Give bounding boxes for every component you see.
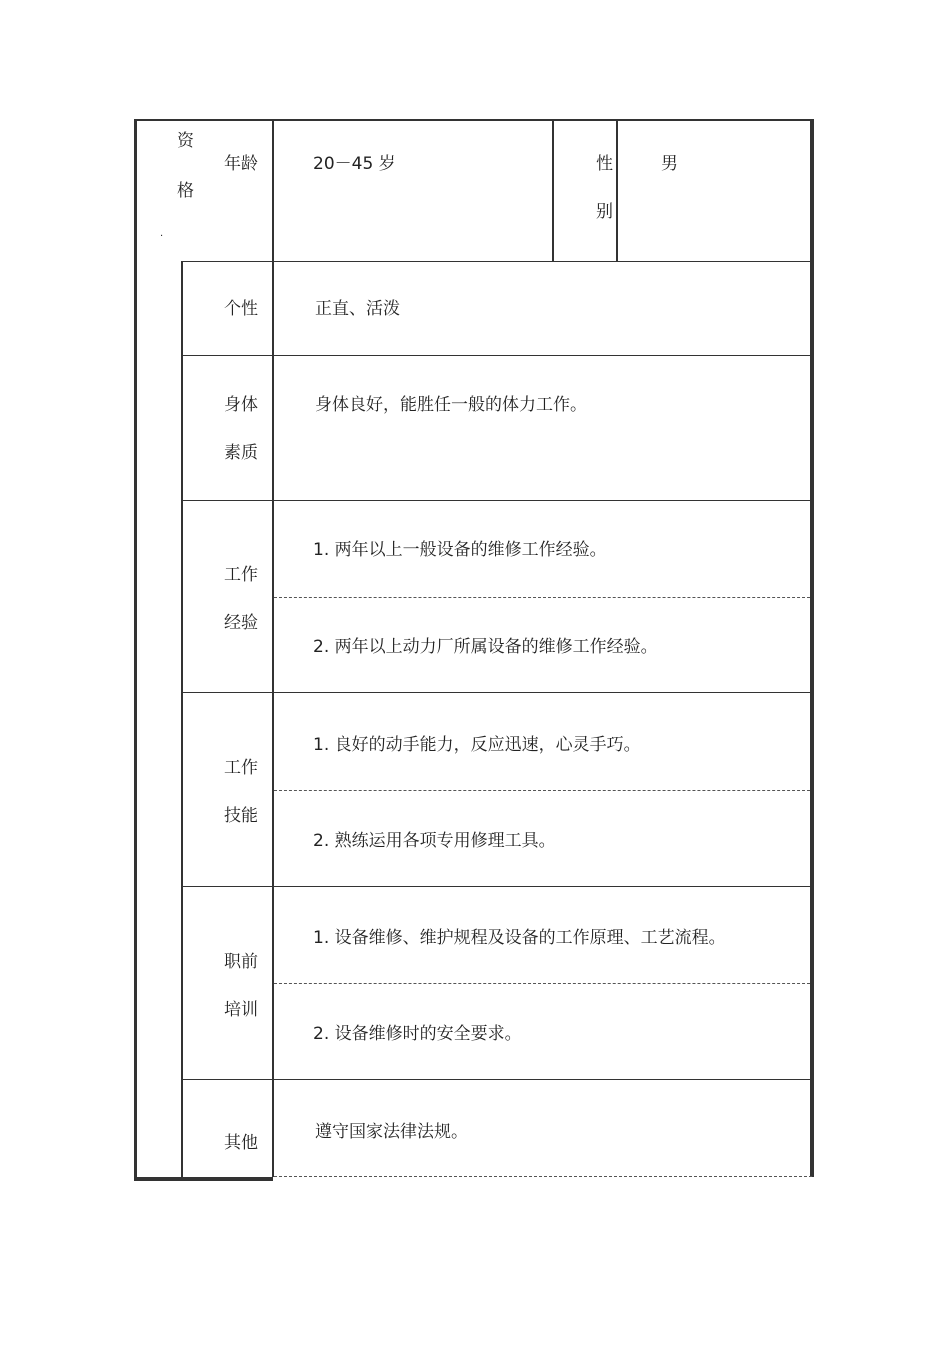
table-bottom-dashed-border <box>274 1176 812 1177</box>
other-value: 遵守国家法律法规。 <box>315 1122 468 1142</box>
gender-left-divider <box>552 119 554 262</box>
physical-label-line-1: 身体 <box>224 395 258 415</box>
row-divider <box>181 1079 812 1080</box>
physical-label-line-2: 素质 <box>224 443 258 463</box>
training-label-line-2: 培训 <box>224 1000 258 1020</box>
section-label-char-1: 资 <box>177 131 194 151</box>
table-right-border <box>810 119 814 1177</box>
personality-value: 正直、活泼 <box>315 299 400 319</box>
gender-value: 男 <box>661 154 678 174</box>
skills-item-2: 2. 熟练运用各项专用修理工具。 <box>313 831 556 851</box>
table-bottom-border <box>134 1177 273 1181</box>
gender-label-char-1: 性 <box>596 154 613 174</box>
experience-item-2: 2. 两年以上动力厂所属设备的维修工作经验。 <box>313 637 658 657</box>
table-left-border <box>134 119 137 1181</box>
age-label: 年龄 <box>224 154 258 174</box>
experience-item-1: 1. 两年以上一般设备的维修工作经验。 <box>313 540 607 560</box>
label-column-divider <box>272 119 274 1177</box>
table-top-border <box>134 119 814 121</box>
skills-label-line-2: 技能 <box>224 806 258 826</box>
gender-value-divider <box>616 119 618 262</box>
skills-label-line-1: 工作 <box>224 758 258 778</box>
skills-item-1: 1. 良好的动手能力，反应迅速，心灵手巧。 <box>313 735 641 755</box>
subrow-divider <box>274 597 810 598</box>
age-value: 20－45 岁 <box>313 154 396 174</box>
gender-label-char-2: 别 <box>596 202 613 222</box>
other-label: 其他 <box>224 1133 258 1153</box>
row-divider <box>181 355 812 356</box>
row-divider <box>181 886 812 887</box>
experience-label-line-2: 经验 <box>224 613 258 633</box>
section-label-char-2: 格 <box>177 181 194 201</box>
section-column-divider <box>181 262 183 1177</box>
training-item-1: 1. 设备维修、维护规程及设备的工作原理、工艺流程。 <box>313 928 726 948</box>
physical-value: 身体良好，能胜任一般的体力工作。 <box>315 395 587 415</box>
row-divider <box>181 500 812 501</box>
subrow-divider <box>274 790 810 791</box>
personality-label: 个性 <box>224 299 258 319</box>
training-item-2: 2. 设备维修时的安全要求。 <box>313 1024 522 1044</box>
subrow-divider <box>274 983 810 984</box>
experience-label-line-1: 工作 <box>224 565 258 585</box>
row-divider <box>181 261 812 262</box>
row-divider <box>181 692 812 693</box>
small-mark: · <box>160 231 164 242</box>
training-label-line-1: 职前 <box>224 952 258 972</box>
